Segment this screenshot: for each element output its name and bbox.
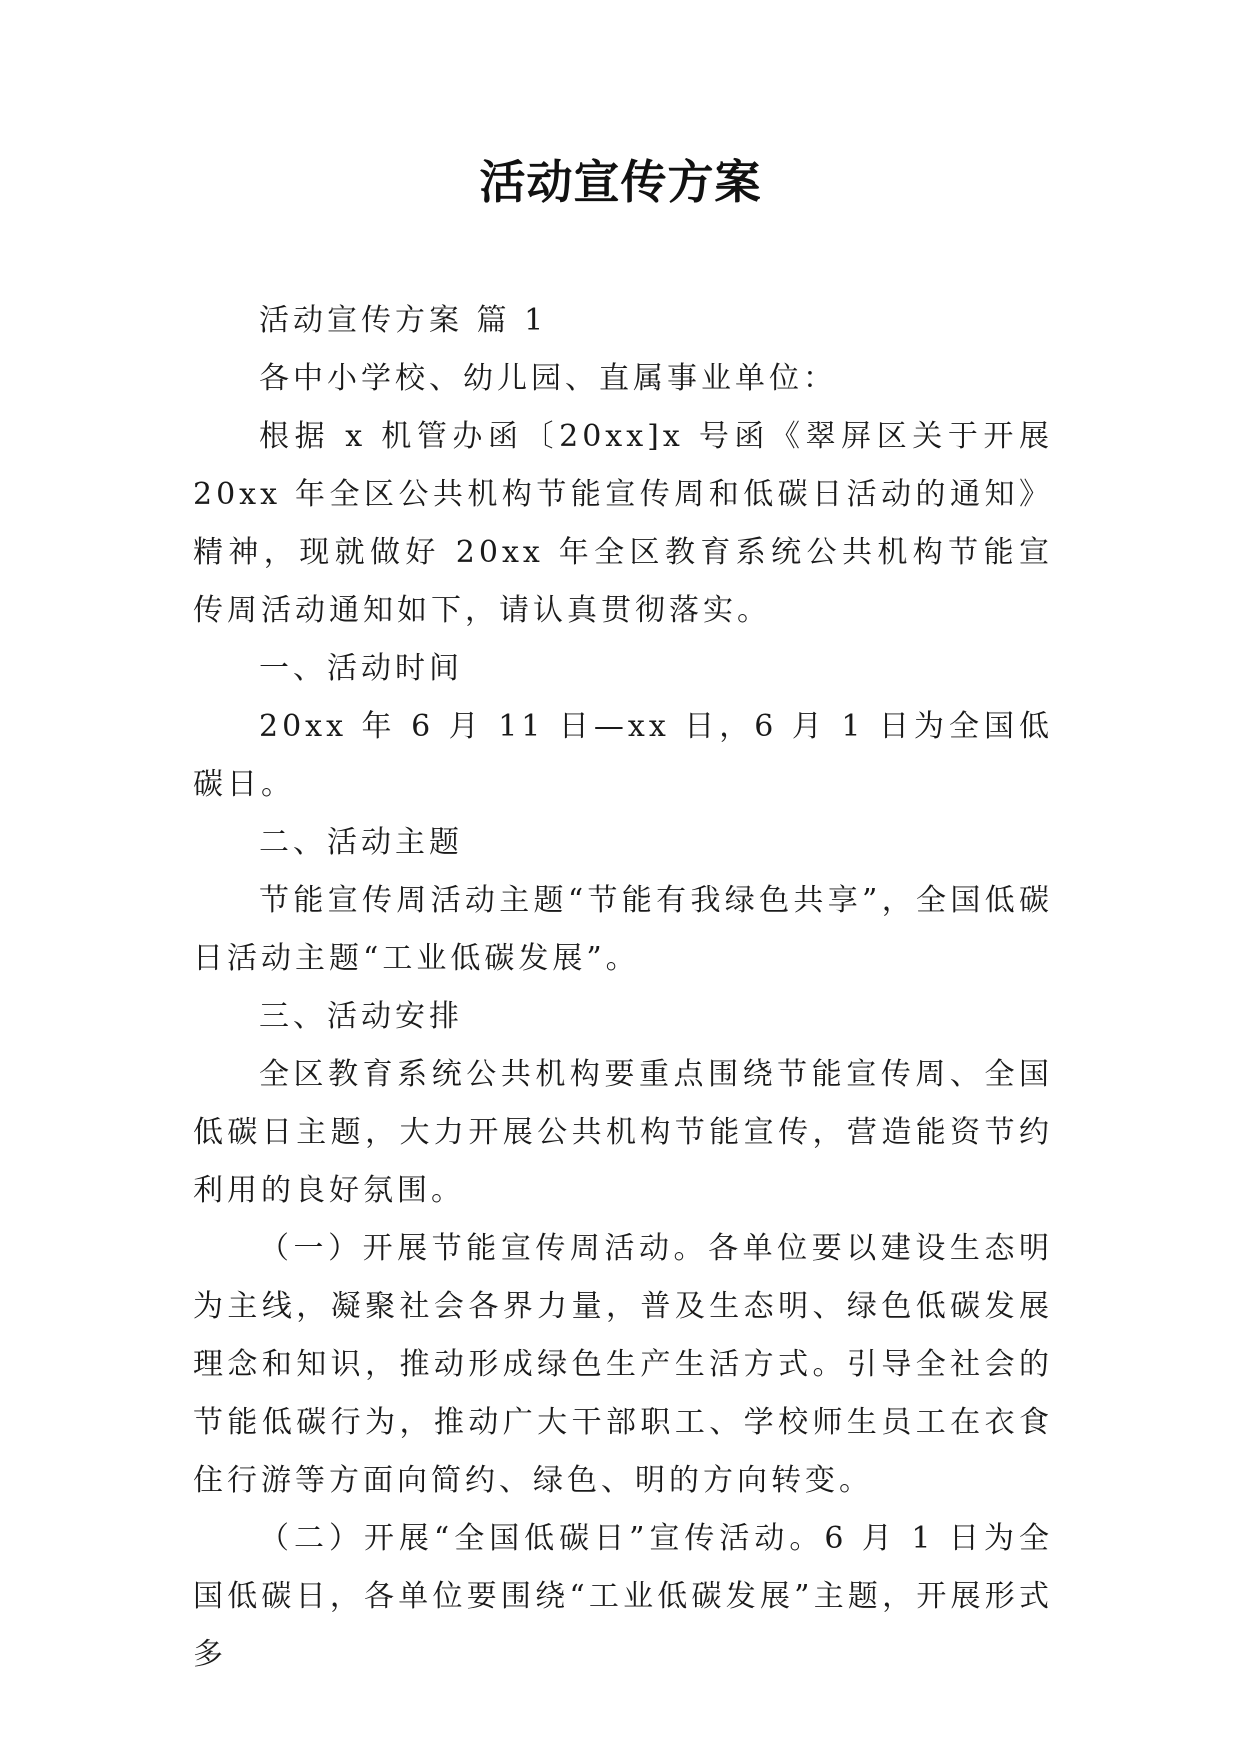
document-body (193, 292, 1053, 1684)
paragraph-heading: 活动宣传方案 篇 1 (259, 303, 548, 338)
paragraph-item-2: （二）开展“全国低碳日”宣传活动。6 月 1 日为全国低碳日，各单位要围绕“工业低碳发展”主题，开展形式多 (193, 1521, 1053, 1672)
section-heading-arrangement: 三、活动安排 (259, 999, 463, 1034)
paragraph-theme: 节能宣传周活动主题“节能有我绿色共享”，全国低碳日活动主题“工业低碳发展”。 (193, 883, 1053, 976)
document-title: 活动宣传方案 (479, 155, 762, 209)
paragraph-intro: 根据 x 机管办函〔20xx]x 号函《翠屏区关于开展 20xx 年全区公共机构节能宣传周和低碳日活动的通知》精神，现就做好 20xx 年全区教育系统公共机构节能宣传周活动通知如下，请认真贯彻落实。 (193, 419, 1053, 628)
section-heading-time: 一、活动时间 (259, 651, 463, 686)
paragraph-item-1: （一）开展节能宣传周活动。各单位要以建设生态明为主线，凝聚社会各界力量，普及生态明、绿色低碳发展理念和知识，推动形成绿色生产生活方式。引导全社会的节能低碳行为，推动广大干部职工、学校师生员工在衣食住行游等方面向简约、绿色、明的方向转变。 (193, 1231, 1053, 1498)
paragraph-arrangement: 全区教育系统公共机构要重点围绕节能宣传周、全国低碳日主题，大力开展公共机构节能宣传，营造能资节约利用的良好氛围。 (193, 1057, 1053, 1208)
section-heading-theme: 二、活动主题 (259, 825, 463, 860)
paragraph-salutation: 各中小学校、幼儿园、直属事业单位： (259, 361, 837, 396)
paragraph-time: 20xx 年 6 月 11 日—xx 日，6 月 1 日为全国低碳日。 (193, 709, 1053, 802)
